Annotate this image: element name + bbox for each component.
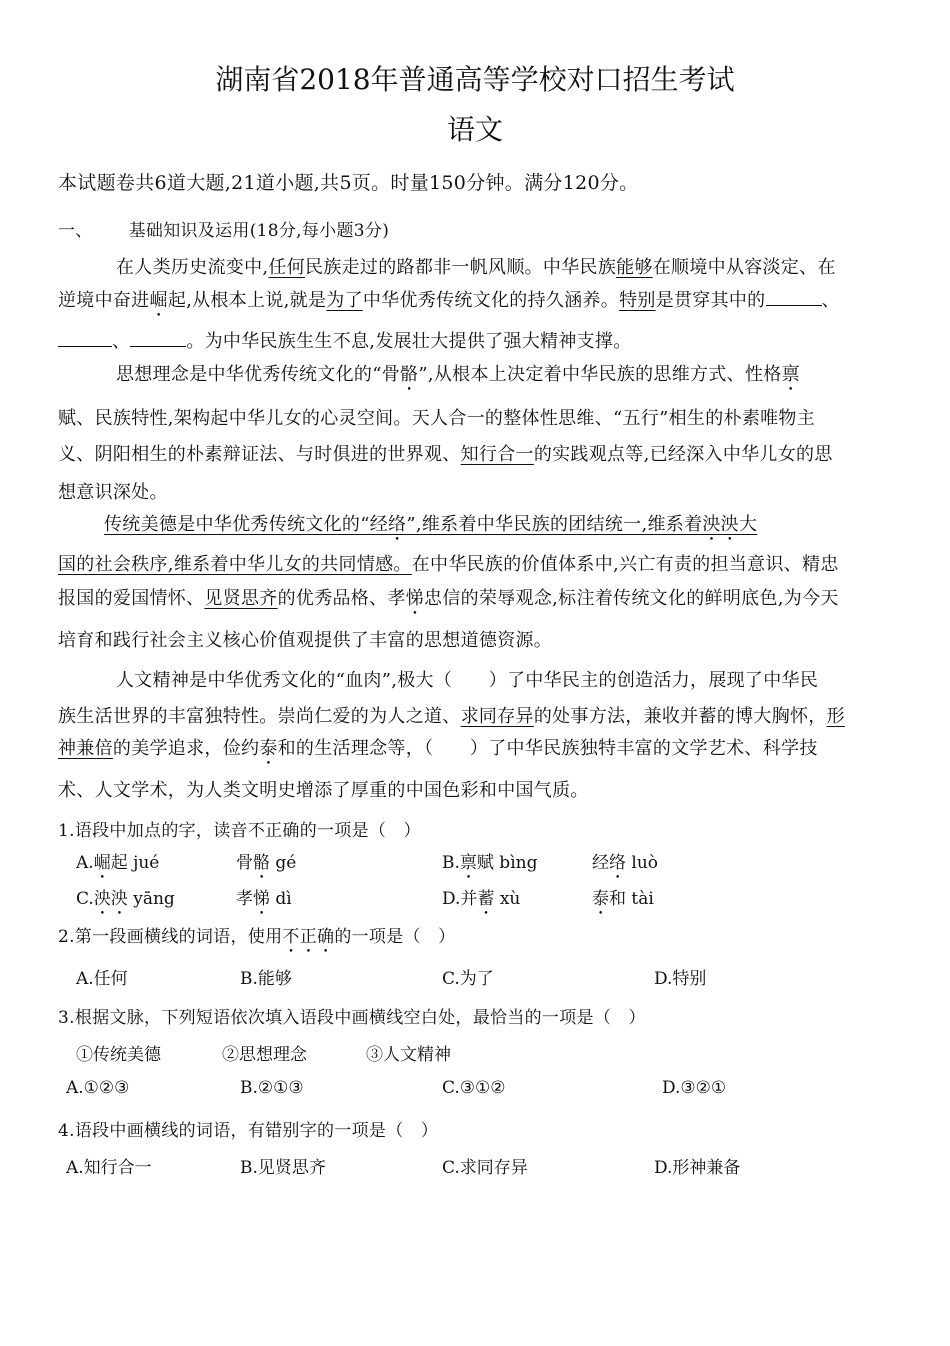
text-fragment: 和 tài (609, 889, 654, 909)
text-fragment: 赋 bìng (476, 853, 538, 873)
passage-p3-line2 (58, 550, 839, 576)
q4-option-b[interactable]: B.见贤思齐 (240, 1158, 326, 1178)
text-fragment: 泱泱 (93, 889, 128, 909)
q1-option-b[interactable] (442, 848, 537, 883)
passage-p4-line2 (58, 702, 845, 728)
text-fragment: 蓄 (477, 889, 495, 909)
dotted-chars: 泱泱 (702, 514, 739, 535)
text-fragment: 忠信的荣辱观念,标注着传统文化的鲜明底色,为今天 (424, 588, 839, 609)
dotted-char: 崛 (149, 290, 168, 311)
dotted-char: 泰 (259, 738, 278, 759)
fill-blank-2[interactable] (58, 330, 112, 347)
text-fragment: B. (442, 853, 460, 873)
text-fragment: 悌 (253, 889, 270, 909)
passage-p3-line4: 培育和践行社会主义核心价值观提供了丰富的思想道德资源。 (58, 630, 553, 651)
text-fragment: 的实践观点等,已经深入中华儿女的思 (533, 444, 833, 465)
text-fragment: 民族走过的路都非一帆风顺。中华民族 (305, 257, 617, 278)
section-number: 一、 (58, 221, 93, 241)
text-fragment: 在中华民族的价值体系中,兴亡有责的担当意识、精忠 (411, 554, 839, 575)
text-fragment: 孝 (236, 889, 253, 909)
passage-p2-line2: 赋、民族特性,架构起中华儿女的心灵空间。天人合一的整体性思维、“五行”相生的朴素唯物主 (58, 408, 816, 429)
q3-option-d[interactable]: D.③②① (662, 1078, 727, 1098)
text-fragment: xù (494, 889, 521, 909)
text-fragment: 、 (112, 331, 131, 352)
text-fragment: 传统美德是中华优秀传统文化的“经 (104, 514, 389, 535)
exam-title: 湖南省2018年普通高等学校对口招生考试 (215, 63, 735, 96)
q1-option-a-2 (236, 848, 296, 883)
underlined-word-jianxiansiqi: 见贤思齐 (204, 588, 278, 609)
q4-option-a[interactable]: A.知行合一 (66, 1158, 152, 1178)
text-fragment: 的一项是（ ） (334, 927, 456, 947)
underlined-word-xingshenjianbei: 神兼倍 (58, 738, 113, 759)
text-fragment: dì (270, 889, 292, 909)
text-span (104, 514, 757, 535)
section-heading (58, 216, 389, 241)
text-fragment: luò (626, 853, 659, 873)
q3-item-3: ③人文精神 (366, 1045, 451, 1065)
text-fragment: 禀 (459, 853, 477, 873)
text-fragment: 崛 (93, 853, 111, 873)
q4-option-c[interactable]: C.求同存异 (442, 1158, 528, 1178)
underlined-word-tebie: 特别 (619, 290, 656, 311)
text-fragment: 在人类历史流变中, (116, 257, 269, 278)
text-fragment: 和的生活理念等，（ ）了中华民族独特丰富的文学艺术、科学技 (277, 738, 818, 759)
q1-option-c-2 (236, 884, 292, 919)
dotted-char: 骼 (400, 364, 419, 385)
passage-p4-line3 (58, 734, 818, 769)
q1-option-d[interactable] (442, 884, 520, 919)
text-fragment: A. (76, 853, 94, 873)
underlined-word-zhixingheyi: 知行合一 (460, 444, 534, 465)
text-fragment: 2.第一段画横线的词语，使用 (58, 927, 283, 947)
q3-item-1: ①传统美德 (76, 1045, 161, 1065)
q2-option-a[interactable]: A.任何 (76, 969, 128, 989)
passage-p2-line4: 想意识深处。 (58, 482, 168, 503)
underlined-word-weile: 为了 (326, 290, 363, 311)
text-fragment: 络 (609, 853, 626, 873)
text-fragment: 族生活世界的丰富独特性。崇尚仁爱的为人之道、 (58, 706, 461, 727)
text-fragment: ”,维系着中华民族的团结统一,维系着 (406, 514, 703, 535)
text-fragment: 的优秀品格、孝 (277, 588, 406, 609)
text-fragment: C. (76, 889, 94, 909)
question-3-stem: 3.根据文脉，下列短语依次填入语段中画横线空白处，最恰当的一项是（ ） (58, 1008, 646, 1028)
passage-p4-line4: 术、人文学术，为人类文明史增添了厚重的中国色彩和中国气质。 (58, 780, 589, 801)
text-fragment: 起,从根本上说,就是 (167, 290, 327, 311)
underlined-word-nenggou: 能够 (616, 257, 653, 278)
text-fragment: 不正确 (282, 927, 335, 947)
text-fragment: 的处事方法，兼收并蓄的博大胸怀， (533, 706, 827, 727)
text-fragment: 起 jué (110, 853, 160, 873)
q2-option-c[interactable]: C.为了 (442, 969, 494, 989)
text-fragment: 经 (592, 853, 609, 873)
passage-p1-line3 (58, 327, 632, 353)
exam-intro: 本试题卷共6道大题,21道小题,共5页。时量150分钟。满分120分。 (58, 172, 639, 194)
q3-option-c[interactable]: C.③①② (442, 1078, 506, 1098)
passage-p2-line1 (116, 360, 800, 395)
question-2-stem (58, 922, 455, 957)
q4-option-d[interactable]: D.形神兼备 (654, 1158, 741, 1178)
underlined-word-renhe: 任何 (268, 257, 306, 278)
text-fragment: 骨 (236, 853, 253, 873)
text-fragment: 逆境中奋进 (58, 290, 150, 311)
text-fragment: 大 (738, 514, 758, 535)
text-fragment: 报国的爱国情怀、 (58, 588, 205, 609)
text-fragment: 是贯穿其中的 (655, 290, 766, 311)
text-fragment: 形 (826, 706, 845, 727)
text-fragment: 骼 (253, 853, 270, 873)
text-fragment: 义、阴阳相生的朴素辩证法、与时俱进的世界观、 (58, 444, 461, 465)
passage-p3-line3 (58, 584, 839, 619)
text-fragment: yāng (127, 889, 175, 909)
q2-option-d[interactable]: D.特别 (654, 969, 707, 989)
q2-option-b[interactable]: B.能够 (240, 969, 292, 989)
text-fragment: ”,从根本上决定着中华民族的思维方式、性格 (418, 364, 782, 385)
text-fragment: 在顺境中从容淡定、在 (652, 257, 836, 278)
fill-blank-1[interactable] (766, 289, 822, 306)
text-fragment: gé (270, 853, 297, 873)
question-4-stem: 4.语段中画横线的词语，有错别字的一项是（ ） (58, 1121, 439, 1141)
q3-option-b[interactable]: B.②①③ (240, 1078, 304, 1098)
q1-option-c[interactable] (76, 884, 175, 919)
section-title: 基础知识及运用(18分,每小题3分) (128, 221, 390, 241)
text-fragment: 泰 (592, 889, 609, 909)
q3-item-2: ②思想理念 (222, 1045, 307, 1065)
text-fragment: D.并 (442, 889, 478, 909)
text-fragment: 、 (821, 290, 840, 311)
passage-p2-line3 (58, 440, 833, 466)
passage-p1-line1 (116, 253, 836, 279)
text-fragment: 中华优秀传统文化的持久涵养。 (362, 290, 620, 311)
text-fragment: 。为中华民族生生不息,发展壮大提供了强大精神支撑。 (186, 331, 632, 352)
subject-title: 语文 (446, 113, 503, 146)
fill-blank-3[interactable] (130, 330, 186, 347)
dotted-char: 络 (388, 514, 407, 535)
passage-p1-line2 (58, 286, 840, 321)
passage-p3-line1 (104, 510, 757, 545)
passage-p4-line1: 人文精神是中华优秀文化的“血肉”,极大（ ）了中华民主的创造活力，展现了中华民 (116, 670, 819, 691)
q1-option-d-2 (592, 884, 654, 919)
q1-option-a[interactable] (76, 848, 159, 883)
question-1-stem: 1.语段中加点的字，读音不正确的一项是（ ） (58, 821, 421, 841)
q3-option-a[interactable]: A.①②③ (66, 1078, 130, 1098)
underlined-sentence: 国的社会秩序,维系着中华儿女的共同情感。 (58, 554, 412, 575)
dotted-char: 禀 (781, 364, 800, 385)
underlined-word-qiutongcunyi: 求同存异 (460, 706, 534, 727)
q1-option-b-2 (592, 848, 658, 883)
text-fragment: 的美学追求，俭约 (112, 738, 260, 759)
dotted-char: 悌 (405, 588, 425, 609)
text-fragment: 思想理念是中华优秀传统文化的“骨 (116, 364, 401, 385)
